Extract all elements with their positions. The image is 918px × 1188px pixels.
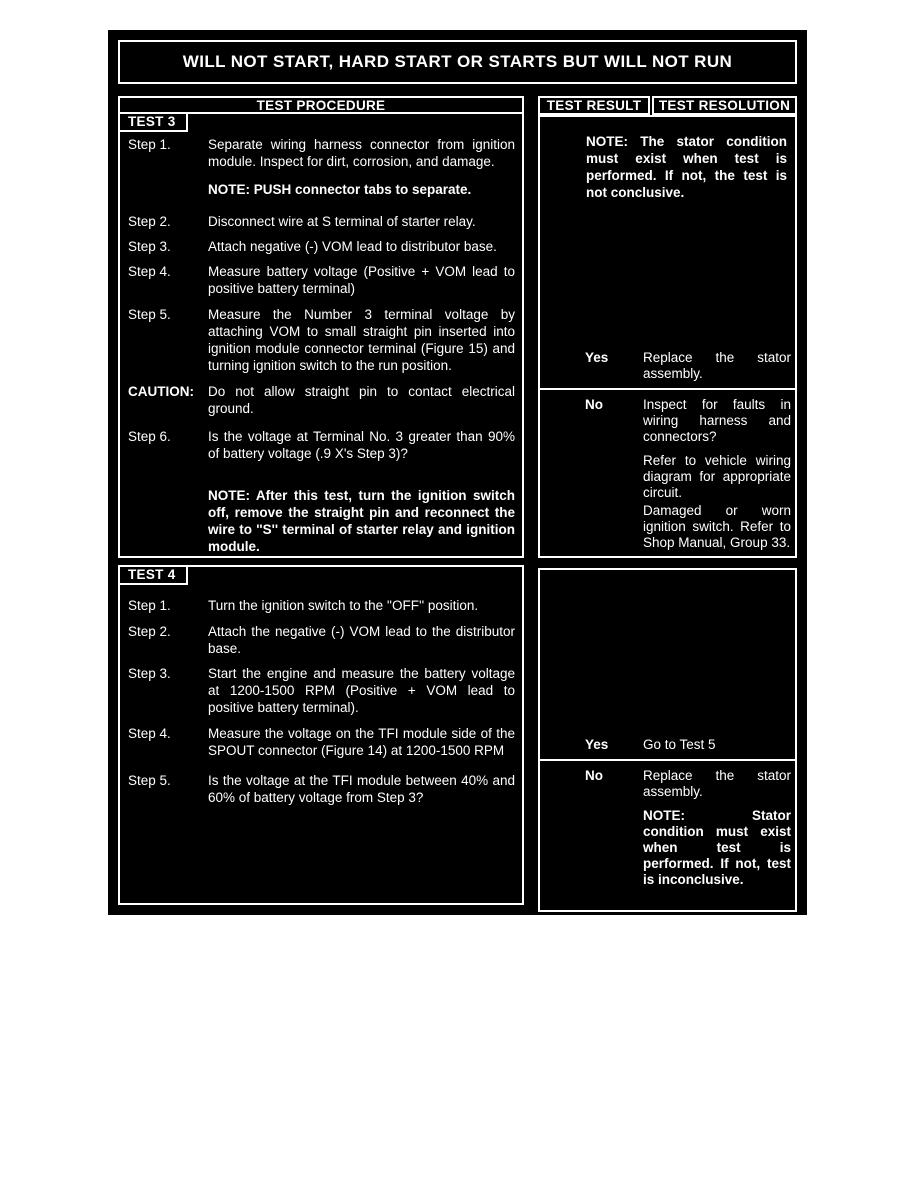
- header-test-result-label: TEST RESULT: [546, 98, 642, 113]
- test3-step1-row: [128, 136, 515, 198]
- step-note: NOTE: After this test, turn the ignition switch off, remove the straight pin and reconnect the wire to ''S'' terminal of starter relay and ignition module.: [208, 488, 515, 554]
- test4-step4-row: [128, 725, 515, 759]
- resolution-text: Go to Test 5: [643, 737, 716, 752]
- step-text: Measure the Number 3 terminal voltage by attaching VOM to small straight pin inserted into ignition module connector terminal (Figure 15) and turning ignition switch to the run position.: [208, 307, 515, 373]
- header-test-resolution: [652, 96, 797, 115]
- resolution-text: Damaged or worn ignition switch. Refer to Shop Manual, Group 33.: [643, 503, 791, 550]
- header-test-result: [538, 96, 650, 115]
- page-title: WILL NOT START, HARD START OR STARTS BUT WILL NOT RUN: [182, 52, 733, 71]
- step-label: Step 1.: [128, 137, 171, 152]
- test3-no-row: [540, 397, 795, 551]
- step-text: Attach the negative (-) VOM lead to the distributor base.: [208, 624, 515, 656]
- test4-step1-row: [128, 597, 515, 614]
- result-yes-label: Yes: [585, 350, 609, 365]
- test3-caution-row: [128, 383, 515, 417]
- test3-step6-row: [128, 428, 515, 555]
- test3-step5-row: [128, 306, 515, 374]
- test3-step4-row: [128, 263, 515, 297]
- test3-procedure-section: [118, 112, 524, 558]
- test4-procedure-section: [118, 565, 524, 905]
- result-no-label: No: [585, 768, 603, 783]
- test3-step2-row: [128, 213, 515, 230]
- test4-no-row: [540, 768, 795, 888]
- diagnostic-table-region: [108, 30, 807, 915]
- caution-label: CAUTION:: [128, 384, 194, 399]
- step-label: Step 2.: [128, 624, 171, 639]
- test4-procedure-content: [120, 597, 522, 806]
- step-note: NOTE: PUSH connector tabs to separate.: [208, 182, 472, 197]
- step-text: Disconnect wire at S terminal of starter relay.: [208, 214, 476, 229]
- step-text: Measure battery voltage (Positive + VOM lead to positive battery terminal): [208, 264, 515, 296]
- header-test-procedure-label: TEST PROCEDURE: [256, 97, 386, 113]
- step-text: Start the engine and measure the battery voltage at 1200-1500 RPM (Positive + VOM lead to positive battery terminal).: [208, 666, 515, 715]
- resolution-text: Inspect for faults in wiring harness and connectors?: [643, 397, 791, 444]
- resolution-col: [643, 768, 795, 888]
- test4-result-section: [538, 568, 797, 912]
- step-text-col: [208, 428, 515, 555]
- test4-step5-row: [128, 772, 515, 806]
- step-label: Step 6.: [128, 429, 171, 444]
- resolution-col: [643, 397, 795, 551]
- resolution-note: NOTE: Stator condition must exist when test is performed. If not, test is inconclusive.: [643, 808, 791, 887]
- step-text: Separate wiring harness connector from ignition module. Inspect for dirt, corrosion, and damage.: [208, 137, 515, 169]
- test4-step2-row: [128, 623, 515, 657]
- step-text: Attach negative (-) VOM lead to distributor base.: [208, 239, 497, 254]
- step-text: Measure the voltage on the TFI module side of the SPOUT connector (Figure 14) at 1200-1500 RPM: [208, 726, 515, 758]
- caution-text: Do not allow straight pin to contact electrical ground.: [208, 384, 515, 416]
- test3-result-section: [538, 115, 797, 558]
- step-text: Is the voltage at Terminal No. 3 greater than 90% of battery voltage (.9 X's Step 3)?: [208, 429, 515, 461]
- step-label: Step 3.: [128, 666, 171, 681]
- step-label: Step 3.: [128, 239, 171, 254]
- test3-result-note: NOTE: The stator condition must exist when test is performed. If not, the test is not conclusive.: [586, 134, 787, 200]
- test4-step3-row: [128, 665, 515, 716]
- resolution-col: [643, 350, 795, 382]
- step-label: Step 5.: [128, 307, 171, 322]
- test3-yes-row: [540, 350, 795, 382]
- row-divider: [540, 759, 795, 761]
- resolution-text: Refer to vehicle wiring diagram for appropriate circuit.: [643, 453, 791, 500]
- test4-yes-row: [540, 737, 795, 753]
- step-label: Step 2.: [128, 214, 171, 229]
- resolution-col: [643, 737, 795, 753]
- step-label: Step 4.: [128, 264, 171, 279]
- resolution-text: Replace the stator assembly.: [643, 350, 791, 381]
- test3-procedure-content: [120, 136, 522, 555]
- resolution-text: Replace the stator assembly.: [643, 768, 791, 799]
- step-label: Step 5.: [128, 773, 171, 788]
- test4-tab: TEST 4: [118, 565, 188, 585]
- title-banner: [118, 40, 797, 84]
- header-test-resolution-label: TEST RESOLUTION: [658, 98, 791, 113]
- step-text-col: [208, 136, 515, 198]
- step-label: Step 1.: [128, 598, 171, 613]
- step-text: Turn the ignition switch to the ''OFF'' position.: [208, 598, 479, 613]
- result-no-label: No: [585, 397, 603, 412]
- row-divider: [540, 388, 795, 390]
- test3-step3-row: [128, 238, 515, 255]
- test3-tab: TEST 3: [118, 112, 188, 132]
- result-yes-label: Yes: [585, 737, 609, 752]
- step-text: Is the voltage at the TFI module between 40% and 60% of battery voltage from Step 3?: [208, 773, 515, 805]
- step-label: Step 4.: [128, 726, 171, 741]
